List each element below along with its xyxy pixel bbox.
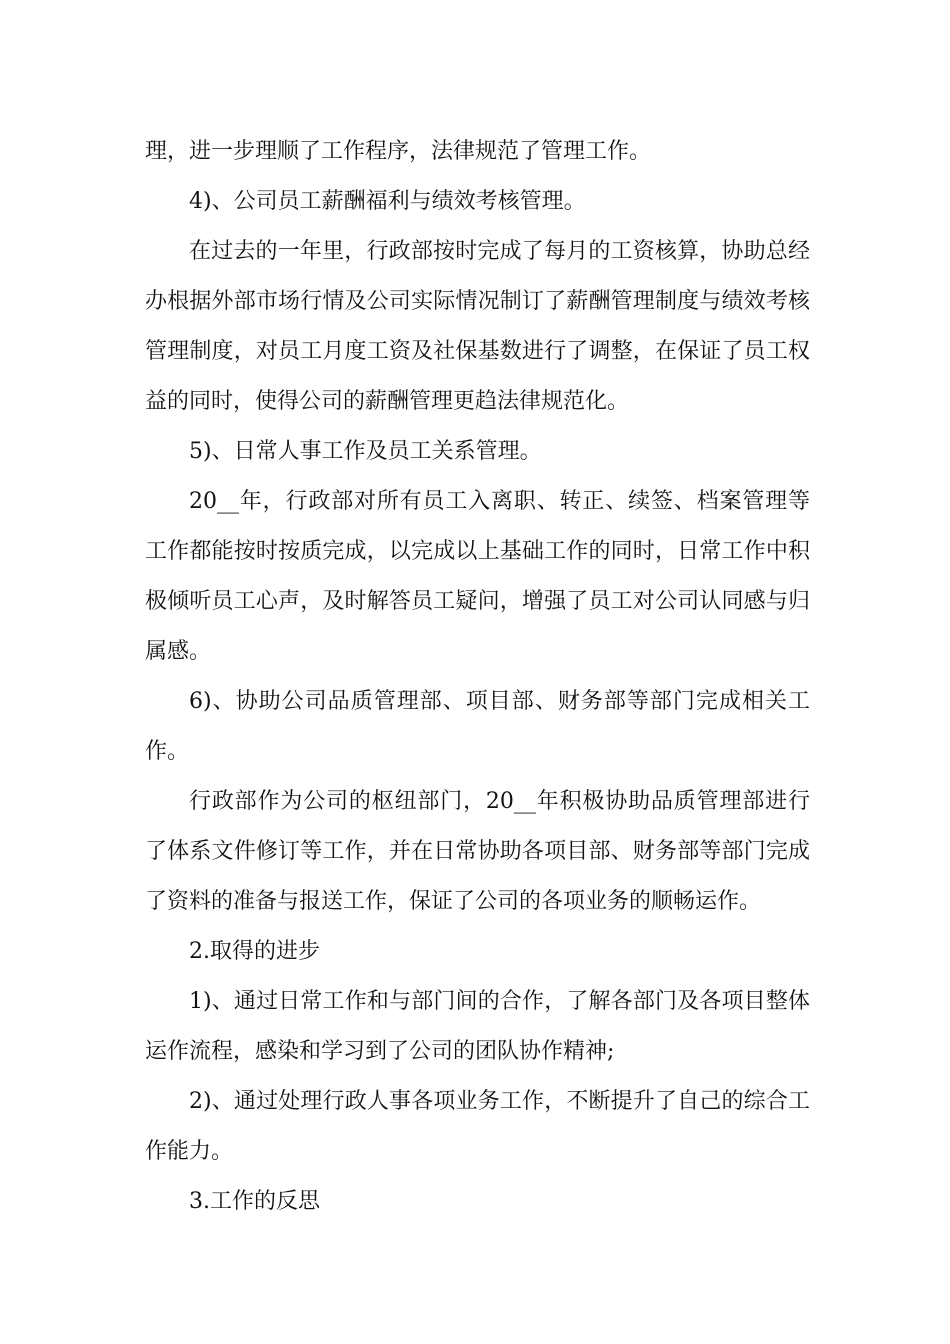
paragraph-salary: 在过去的一年里，行政部按时完成了每月的工资核算，协助总经办根据外部市场行情及公司实际情况制订了薪酬管理制度与绩效考核管理制度，对员工月度工资及社保基数进行了调整，在保证了员工权益的同时，使得公司的薪酬管理更趋法律规范化。: [145, 239, 810, 414]
paragraph-assist: 行政部作为公司的枢纽部门，20__年积极协助品质管理部进行了体系文件修订等工作，并在日常协助各项目部、财务部等部门完成了资料的准备与报送工作，保证了公司的各项业务的顺畅运作。: [145, 789, 810, 914]
paragraph-personnel: 20__年，行政部对所有员工入离职、转正、续签、档案管理等工作都能按时按质完成，以完成以上基础工作的同时，日常工作中积极倾听员工心声，及时解答员工疑问，增强了员工对公司认同感与归属感。: [145, 489, 810, 664]
heading-progress: 2.取得的进步: [189, 939, 320, 964]
section-heading-salary: 4)、公司员工薪酬福利与绩效考核管理。: [189, 189, 586, 214]
heading-reflection: 3.工作的反思: [189, 1189, 320, 1214]
document-body: [145, 127, 810, 1227]
paragraph-continuation: 理，进一步理顺了工作程序，法律规范了管理工作。: [145, 139, 652, 164]
paragraph-progress-1: 1)、通过日常工作和与部门间的合作，了解各部门及各项目整体运作流程，感染和学习到了公司的团队协作精神;: [145, 989, 810, 1064]
section-heading-personnel: 5)、日常人事工作及员工关系管理。: [189, 439, 542, 464]
section-heading-assist: 6)、协助公司品质管理部、项目部、财务部等部门完成相关工作。: [145, 689, 810, 764]
paragraph-progress-2: 2)、通过处理行政人事各项业务工作，不断提升了自己的综合工作能力。: [145, 1089, 810, 1164]
